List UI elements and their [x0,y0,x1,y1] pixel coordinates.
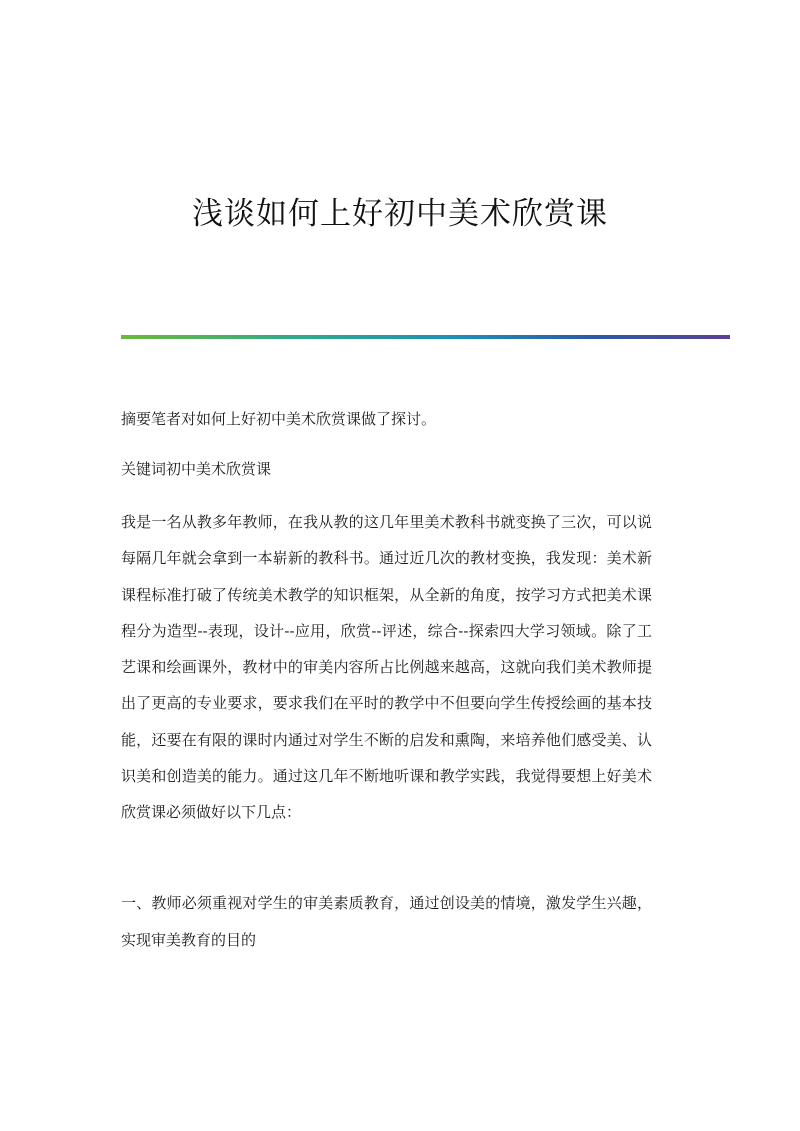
intro-paragraph: 我是一名从教多年教师，在我从教的这几年里美术教科书就变换了三次，可以说每隔几年就会拿到一本崭新的教科书。通过近几次的教材变换，我发现：美术新课程标准打破了传统美术教学的知识框架，从全新的角度，按学习方式把美术课程分为造型--表现，设计--应用，欣赏--评述，综合--探索四大学习领域。除了工艺课和绘画课外，教材中的审美内容所占比例越来越高，这就向我们美术教师提出了更高的专业要求，要求我们在平时的教学中不但要向学生传授绘画的基本技能，还要在有限的课时内通过对学生不断的启发和熏陶，来培养他们感受美、认识美和创造美的能力。通过这几年不断地听课和教学实践，我觉得要想上好美术欣赏课必须做好以下几点： [121,513,652,822]
keywords-paragraph: 关键词初中美术欣赏课 [121,460,272,478]
section-one-heading: 一、教师必须重视对学生的审美素质教育，通过创设美的情境，激发学生兴趣，实现审美教育的目的 [121,894,652,949]
abstract-paragraph: 摘要笔者对如何上好初中美术欣赏课做了探讨。 [121,410,437,428]
document-title: 浅谈如何上好初中美术欣赏课 [192,196,608,232]
title-divider [121,335,730,339]
